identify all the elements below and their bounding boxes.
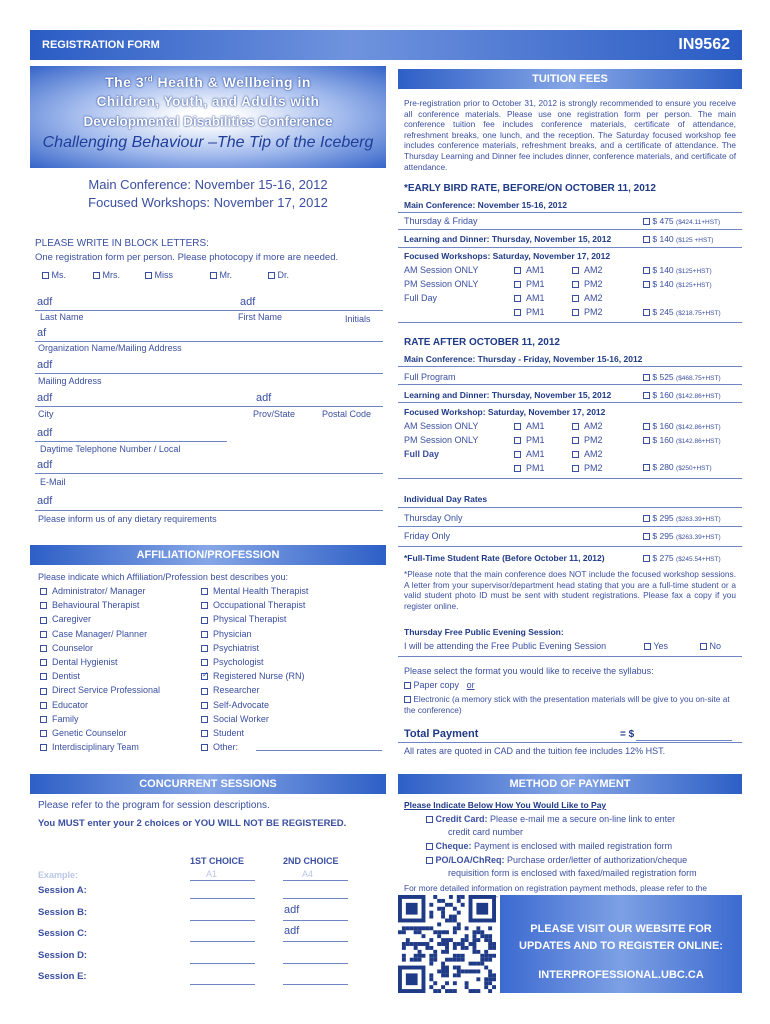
checkbox-mrs[interactable] xyxy=(93,272,100,279)
affiliation-option[interactable]: Interdisciplinary Team xyxy=(40,742,139,752)
session-option-am1[interactable]: AM1 xyxy=(514,293,545,303)
affiliation-checkbox[interactable] xyxy=(40,645,47,652)
affiliation-checkbox[interactable] xyxy=(201,588,208,595)
affiliation-option[interactable]: Counselor xyxy=(40,643,93,653)
session-label: Session B: xyxy=(38,906,88,918)
affiliation-checkbox[interactable] xyxy=(40,702,47,709)
email-input[interactable]: adf xyxy=(37,459,53,471)
checkbox-ms[interactable] xyxy=(42,272,49,279)
affiliation-header: AFFILIATION/PROFESSION xyxy=(30,545,386,565)
after-am-option[interactable]: $ 160 ($142.86+HST) xyxy=(643,421,721,431)
second-choice-input[interactable] xyxy=(283,984,348,985)
affiliation-checkbox[interactable] xyxy=(201,702,208,709)
after-full-program-label: Full Program xyxy=(404,372,456,382)
session-c-second-input[interactable]: adf xyxy=(284,925,300,937)
affiliation-checkbox[interactable] xyxy=(201,659,208,666)
checkbox-dr[interactable] xyxy=(268,272,275,279)
affiliation-option[interactable]: Physical Therapist xyxy=(201,614,286,624)
after-full-day-label: Full Day xyxy=(404,449,440,459)
affiliation-option[interactable]: Genetic Counselor xyxy=(40,728,127,738)
tuition-header: TUITION FEES xyxy=(398,69,742,89)
early-learning-label: Learning and Dinner: Thursday, November 15, 2012 xyxy=(404,234,612,244)
payment-more-info: For more detailed information on registration payment methods, please refer to the xyxy=(404,883,707,893)
early-bird-title: *EARLY BIRD RATE, BEFORE/ON OCTOBER 11, 2012 xyxy=(404,183,656,194)
after-full-day-option[interactable]: $ 280 ($250+HST) xyxy=(643,462,712,472)
affiliation-checkbox[interactable] xyxy=(40,744,47,751)
first-choice-input[interactable] xyxy=(190,898,255,899)
session-option-pm2[interactable]: PM2 xyxy=(572,435,603,445)
rates-note: All rates are quoted in CAD and the tuition fee includes 12% HST. xyxy=(404,746,666,756)
affiliation-option[interactable]: Student xyxy=(201,728,244,738)
affiliation-checkbox[interactable] xyxy=(201,688,208,695)
phone-label: Daytime Telephone Number / Local xyxy=(40,444,181,454)
session-option-am1[interactable]: AM1 xyxy=(514,449,545,459)
affiliation-option[interactable]: ✓ Registered Nurse (RN) xyxy=(202,670,305,682)
example-second: A4 xyxy=(302,869,314,879)
form-id: IN9562 xyxy=(678,36,730,53)
session-option-pm1[interactable]: PM1 xyxy=(514,307,545,317)
website-promo xyxy=(500,895,742,993)
payment-po[interactable]: PO/LOA/ChReq: Purchase order/letter of authorization/cheque xyxy=(426,855,687,865)
affiliation-checkbox[interactable] xyxy=(201,617,208,624)
title-mrs[interactable]: Mrs. xyxy=(93,270,120,280)
after-full-program-option[interactable]: $ 525 ($468.75+HST) xyxy=(643,372,721,382)
syllabus-paper-option[interactable]: Paper copy or xyxy=(404,680,475,690)
total-equals: = $ xyxy=(620,729,635,740)
student-note: *Please note that the main conference does NOT include the focused workshop sessions. A letter from your supervisor/department head stating that you are a full-time student or a valid student photo ID must be sent with student registrations. Please fax a copy if you register online. xyxy=(404,569,736,611)
affiliation-checkbox[interactable] xyxy=(201,670,209,680)
session-option-pm2[interactable]: PM2 xyxy=(572,463,603,473)
phone-input[interactable]: adf xyxy=(37,427,53,439)
affiliation-option[interactable]: Occupational Therapist xyxy=(201,600,305,610)
affiliation-option[interactable]: Researcher xyxy=(201,685,260,695)
session-option-am1[interactable]: AM1 xyxy=(514,421,545,431)
title-ms[interactable]: Ms. xyxy=(42,270,66,280)
after-pm-option[interactable]: $ 160 ($142.86+HST) xyxy=(643,435,721,445)
focused-workshop-date: Focused Workshops: November 17, 2012 xyxy=(88,195,328,210)
affiliation-option[interactable]: Social Worker xyxy=(201,714,269,724)
student-rate-option[interactable]: $ 275 ($245.54+HST) xyxy=(643,553,721,563)
first-choice-input[interactable] xyxy=(190,984,255,985)
first-choice-input[interactable] xyxy=(190,920,255,921)
after-learning-option[interactable]: $ 160 ($142.86+HST) xyxy=(643,390,721,400)
early-full-option[interactable]: $ 245 ($218.75+HST) xyxy=(643,307,721,317)
affiliation-option[interactable]: Mental Health Therapist xyxy=(201,586,308,596)
email-label: E-Mail xyxy=(40,477,66,487)
check-icon: ✓ xyxy=(202,670,209,680)
photocopy-instruction: One registration form per person. Please photocopy if more are needed. xyxy=(35,252,339,263)
diet-label: Please inform us of any dietary requirements xyxy=(38,514,217,524)
early-full-day-label: Full Day xyxy=(404,293,438,303)
early-main-label: Main Conference: November 15-16, 2012 xyxy=(404,200,567,210)
organization-input[interactable]: af xyxy=(37,327,47,339)
example-label: Example: xyxy=(38,870,79,880)
organization-label: Organization Name/Mailing Address xyxy=(38,343,182,353)
syllabus-electronic-option[interactable]: Electronic (a memory stick with the presentation materials will be give to you on-site at the conference) xyxy=(404,694,730,715)
friday-only-option[interactable]: $ 295 ($263.39+HST) xyxy=(643,531,721,541)
student-rate-label: *Full-Time Student Rate (Before October 11, 2012) xyxy=(404,553,605,563)
header-bar xyxy=(30,30,742,60)
affiliation-checkbox[interactable] xyxy=(201,716,208,723)
mailing-address-input[interactable]: adf xyxy=(37,359,53,371)
syllabus-question: Please select the format you would like to receive the syllabus: xyxy=(404,666,654,676)
city-label: City xyxy=(38,409,54,419)
affiliation-option[interactable]: Educator xyxy=(40,700,88,710)
free-session-question: I will be attending the Free Public Evening Session xyxy=(404,641,607,651)
last-name-label: Last Name xyxy=(40,312,84,322)
session-option-am2[interactable]: AM2 xyxy=(572,449,603,459)
payment-header: METHOD OF PAYMENT xyxy=(398,774,742,794)
payment-indicate: Please Indicate Below How You Would Like to Pay xyxy=(404,800,607,810)
first-name-label: First Name xyxy=(238,312,283,322)
affiliation-checkbox[interactable] xyxy=(201,602,208,609)
affiliation-option[interactable]: Physician xyxy=(201,629,252,639)
session-option-am1[interactable]: AM1 xyxy=(514,265,545,275)
session-option-pm1[interactable]: PM1 xyxy=(514,463,545,473)
checkbox-mr[interactable] xyxy=(210,272,217,279)
affiliation-checkbox[interactable] xyxy=(40,730,47,737)
free-session-no[interactable]: No xyxy=(700,641,721,651)
early-am-session-label: AM Session ONLY xyxy=(404,265,479,275)
affiliation-option[interactable]: Behavioural Therapist xyxy=(40,600,139,610)
promo-line-1: PLEASE VISIT OUR WEBSITE FOR xyxy=(530,923,712,935)
conference-title-banner xyxy=(30,66,386,168)
friday-only-label: Friday Only xyxy=(404,531,451,541)
after-main-label: Main Conference: Thursday - Friday, November 15-16, 2012 xyxy=(404,354,643,364)
example-first: A1 xyxy=(206,869,218,879)
early-thu-fri-label: Thursday & Friday xyxy=(404,216,478,226)
second-choice-header: 2ND CHOICE xyxy=(283,856,339,866)
city-input[interactable]: adf xyxy=(37,392,53,404)
last-name-input[interactable]: adf xyxy=(37,296,53,308)
affiliation-checkbox[interactable] xyxy=(40,673,47,680)
affiliation-option[interactable]: Administrator/ Manager xyxy=(40,586,146,596)
concurrent-header: CONCURRENT SESSIONS xyxy=(30,774,386,794)
session-option-pm1[interactable]: PM1 xyxy=(514,435,545,445)
first-choice-header: 1ST CHOICE xyxy=(190,856,245,866)
affiliation-option[interactable]: Dental Hygienist xyxy=(40,657,118,667)
affiliation-checkbox[interactable] xyxy=(201,730,208,737)
title-mr[interactable]: Mr. xyxy=(210,270,232,280)
session-b-second-input[interactable]: adf xyxy=(284,904,300,916)
thursday-only-label: Thursday Only xyxy=(404,513,463,523)
affiliation-option[interactable]: Direct Service Professional xyxy=(40,685,160,695)
affiliation-checkbox[interactable] xyxy=(40,716,47,723)
session-label: Session D: xyxy=(38,949,88,961)
concurrent-must: You MUST enter your 2 choices or YOU WILL NOT BE REGISTERED. xyxy=(38,818,347,829)
after-pm-session-label: PM Session ONLY xyxy=(404,435,479,445)
affiliation-checkbox[interactable] xyxy=(40,602,47,609)
affiliation-option[interactable]: Self-Advocate xyxy=(201,700,269,710)
payment-po-cont: requisition form is enclosed with faxed/mailed registration form xyxy=(448,868,697,878)
affiliation-option[interactable]: Psychologist xyxy=(201,657,264,667)
session-label: Session C: xyxy=(38,928,88,939)
affiliation-checkbox[interactable] xyxy=(201,631,208,638)
initials-label: Initials xyxy=(345,314,371,324)
affiliation-checkbox[interactable] xyxy=(40,588,47,595)
concurrent-refer: Please refer to the program for session descriptions. xyxy=(38,800,270,811)
postal-label: Postal Code xyxy=(322,409,372,419)
affiliation-option[interactable]: Other: xyxy=(201,742,238,752)
early-learning-option[interactable]: $ 140 ($125 +HST) xyxy=(643,234,713,244)
early-focused-label: Focused Workshops: Saturday, November 17, 2012 xyxy=(404,251,611,261)
promo-line-2: UPDATES AND TO REGISTER ONLINE: xyxy=(519,940,723,952)
affiliation-option[interactable]: Caregiver xyxy=(40,614,91,624)
affiliation-checkbox[interactable] xyxy=(40,617,47,624)
session-option-pm1[interactable]: PM1 xyxy=(514,279,545,289)
thursday-only-option[interactable]: $ 295 ($263.39+HST) xyxy=(643,513,721,523)
second-choice-input[interactable] xyxy=(283,941,348,942)
prov-label: Prov/State xyxy=(253,409,296,419)
affiliation-checkbox[interactable] xyxy=(40,688,47,695)
affiliation-checkbox[interactable] xyxy=(40,631,47,638)
block-letters-instruction: PLEASE WRITE IN BLOCK LETTERS: xyxy=(35,238,209,249)
affiliation-option[interactable]: Psychiatrist xyxy=(201,643,259,653)
affiliation-option[interactable]: Case Manager/ Planner xyxy=(40,629,147,639)
affiliation-option[interactable]: Dentist xyxy=(40,671,80,681)
first-choice-input[interactable] xyxy=(190,963,255,964)
after-focused-label: Focused Workshop: Saturday, November 17, 2012 xyxy=(404,407,606,417)
individual-rates-label: Individual Day Rates xyxy=(404,494,488,504)
promo-url-link[interactable]: INTERPROFESSIONAL.UBC.CA xyxy=(538,969,704,981)
second-choice-input[interactable] xyxy=(283,920,348,921)
diet-input[interactable]: adf xyxy=(37,495,53,507)
session-option-am2[interactable]: AM2 xyxy=(572,265,603,275)
session-option-pm2[interactable]: PM2 xyxy=(572,307,603,317)
first-name-input[interactable]: adf xyxy=(240,296,256,308)
form-title: REGISTRATION FORM xyxy=(42,39,160,51)
affiliation-checkbox[interactable] xyxy=(201,744,208,751)
after-am-session-label: AM Session ONLY xyxy=(404,421,479,431)
main-conference-date: Main Conference: November 15-16, 2012 xyxy=(88,177,328,192)
after-learning-label: Learning and Dinner: Thursday, November 15, 2012 xyxy=(404,390,612,400)
affiliation-intro: Please indicate which Affiliation/Profession best describes you: xyxy=(38,572,288,582)
hero-subtitle: Challenging Behaviour –The Tip of the Iceberg xyxy=(42,134,374,151)
session-option-pm2[interactable]: PM2 xyxy=(572,279,603,289)
affiliation-checkbox[interactable] xyxy=(40,659,47,666)
session-label: Session E: xyxy=(38,971,87,982)
free-session-title: Thursday Free Public Evening Session: xyxy=(404,627,564,637)
title-miss[interactable]: Miss xyxy=(145,270,173,280)
early-am-option[interactable]: $ 140 ($125+HST) xyxy=(643,265,712,275)
early-thu-fri-option[interactable]: $ 475 ($424.11+HST) xyxy=(643,216,720,226)
second-choice-input[interactable] xyxy=(283,963,348,964)
title-dr[interactable]: Dr. xyxy=(268,270,289,280)
mailing-address-label: Mailing Address xyxy=(38,376,102,386)
checkbox-miss[interactable] xyxy=(145,272,152,279)
payment-credit-card[interactable]: Credit Card: Please e-mail me a secure on-line link to enter xyxy=(426,814,675,824)
session-option-am2[interactable]: AM2 xyxy=(572,421,603,431)
payment-cheque[interactable]: Cheque: Payment is enclosed with mailed registration form xyxy=(426,841,672,851)
hero-line-1: The 3rd Health & Wellbeing in xyxy=(105,74,311,90)
prov-input[interactable]: adf xyxy=(256,392,272,404)
early-pm-option[interactable]: $ 140 ($125+HST) xyxy=(643,279,712,289)
session-option-am2[interactable]: AM2 xyxy=(572,293,603,303)
hero-line-3: Developmental Disabilities Conference xyxy=(83,114,333,129)
after-rate-title: RATE AFTER OCTOBER 11, 2012 xyxy=(404,337,560,348)
total-payment-label: Total Payment xyxy=(404,728,479,740)
tuition-intro: Pre-registration prior to October 31, 2012 is strongly recommended to ensure you receive all conference materials. Please use one registration form per person. The main conference tuition fee includes conference materials, certificate of attendance, refreshment breaks, one lunch, and the reception. The Saturday focused workshop fee includes conference materials, refreshment breaks, and a certificate of attendance. The Thursday Learning and Dinner fee includes dinner, conference materials, and certificate of attendance. xyxy=(404,98,736,172)
free-session-yes[interactable]: Yes xyxy=(644,641,668,651)
session-label: Session A: xyxy=(38,885,87,896)
hero-line-2: Children, Youth, and Adults with xyxy=(96,94,320,109)
first-choice-input[interactable] xyxy=(190,941,255,942)
affiliation-option[interactable]: Family xyxy=(40,714,79,724)
early-pm-session-label: PM Session ONLY xyxy=(404,279,479,289)
affiliation-checkbox[interactable] xyxy=(201,645,208,652)
payment-credit-card-cont: credit card number xyxy=(448,827,524,837)
qr-code[interactable] xyxy=(398,895,496,993)
second-choice-input[interactable] xyxy=(283,898,348,899)
